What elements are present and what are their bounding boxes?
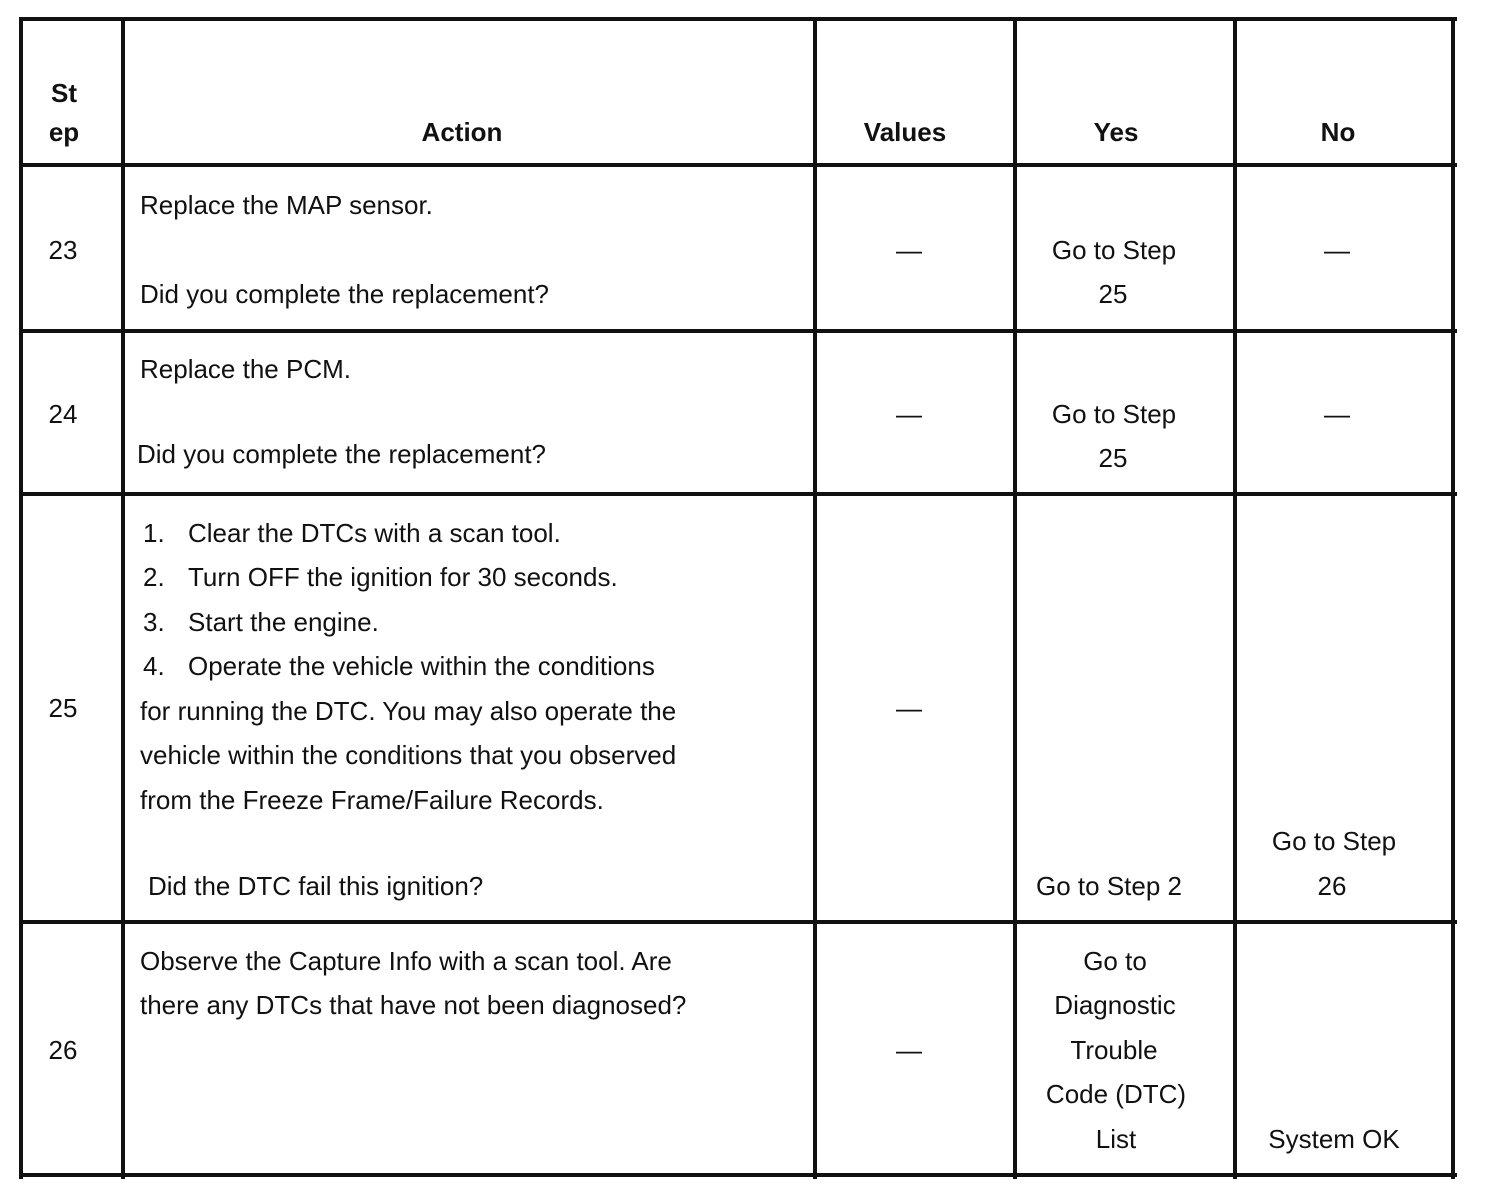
list-item-continuation: vehicle within the conditions that you observed [140,740,677,770]
header-yes: Yes [1093,117,1139,147]
no-cell-line2: 26 [1317,871,1347,901]
yes-cell-line2: 25 [1098,443,1128,473]
list-item-text: Operate the vehicle within the conditions [188,651,655,681]
column-divider [1013,17,1017,1179]
yes-cell-line: Diagnostic [1054,990,1176,1020]
list-item-number: 2. [143,562,165,592]
action-text: there any DTCs that have not been diagnosed? [140,990,687,1020]
list-item-continuation: from the Freeze Frame/Failure Records. [140,785,604,815]
yes-cell-line2: 25 [1098,279,1128,309]
action-text: Replace the PCM. [140,354,351,384]
table-border-left [19,17,23,1179]
values-cell: — [896,1035,922,1065]
header-divider [19,163,1457,167]
action-question: Did the DTC fail this ignition? [148,871,484,901]
header-values: Values [863,117,947,147]
yes-cell-line: List [1095,1124,1137,1154]
list-item-number: 3. [143,607,165,637]
no-cell-line1: Go to Step [1271,826,1397,856]
list-item-number: 4. [143,651,165,681]
header-step-line1: St [51,78,77,108]
yes-cell-line: Go to [1083,946,1147,976]
list-item-continuation: for running the DTC. You may also operate the [140,696,677,726]
values-cell: — [896,399,922,429]
step-number: 24 [48,399,78,429]
step-number: 26 [48,1035,78,1065]
row-divider [19,492,1457,496]
row-divider [19,920,1457,924]
list-item-text: Start the engine. [188,607,379,637]
table-border-top [19,17,1457,21]
action-question: Did you complete the replacement? [140,279,550,309]
table-border-right [1451,17,1455,1179]
row-divider [19,329,1457,333]
yes-cell-line1: Go to Step [1051,399,1177,429]
yes-cell-line1: Go to Step [1051,235,1177,265]
column-divider [813,17,817,1179]
no-cell: — [1324,235,1350,265]
values-cell: — [896,693,922,723]
values-cell: — [896,235,922,265]
action-text: Observe the Capture Info with a scan tool. Are [140,946,672,976]
column-divider [121,17,125,1179]
header-no: No [1320,117,1356,147]
list-item-text: Turn OFF the ignition for 30 seconds. [188,562,618,592]
table-border-bottom [19,1173,1457,1177]
no-cell: — [1324,399,1350,429]
step-number: 23 [48,235,78,265]
action-question: Did you complete the replacement? [137,439,547,469]
column-divider [1233,17,1237,1179]
no-cell: System OK [1268,1124,1400,1154]
header-action: Action [421,117,503,147]
yes-cell-line: Code (DTC) [1045,1079,1187,1109]
yes-cell-line: Trouble [1070,1035,1158,1065]
yes-cell: Go to Step 2 [1036,871,1182,901]
list-item-text: Clear the DTCs with a scan tool. [188,518,561,548]
action-text: Replace the MAP sensor. [140,190,433,220]
step-number: 25 [48,693,78,723]
header-step-line2: ep [48,117,80,147]
list-item-number: 1. [143,518,165,548]
